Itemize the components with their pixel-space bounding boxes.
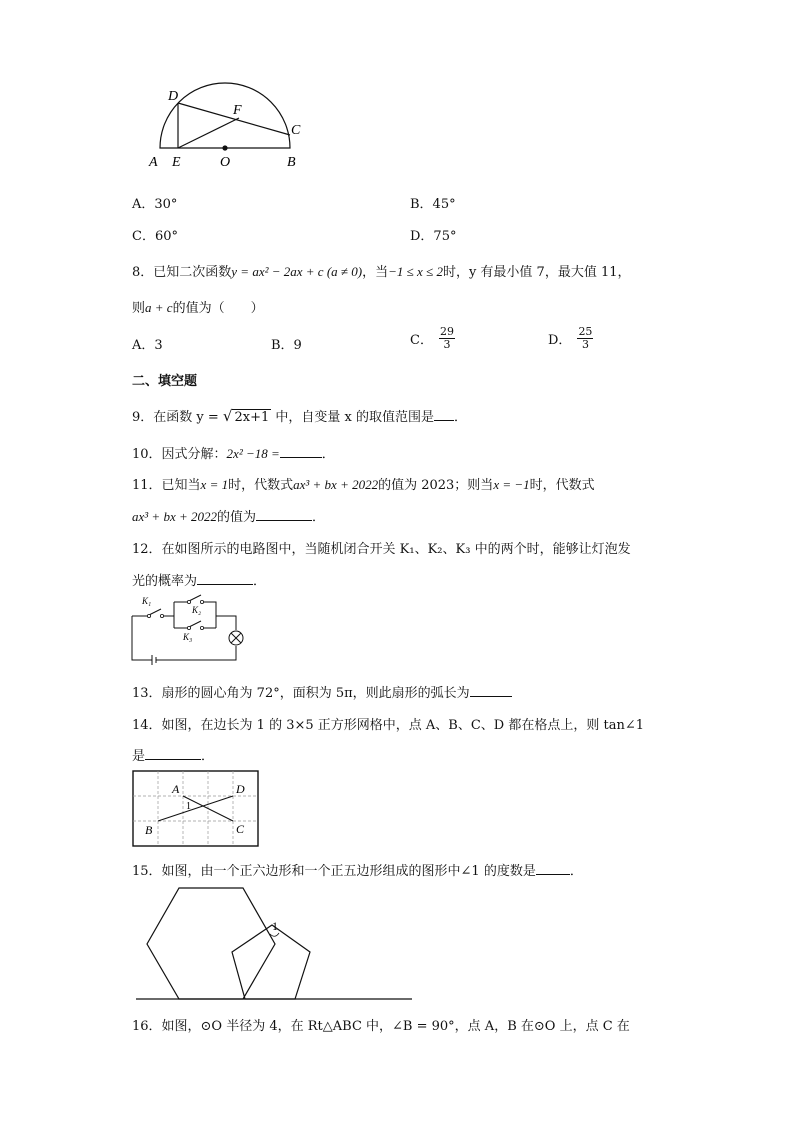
question-12-line2: 光的概率为 ．: [132, 574, 267, 589]
label-D: D: [236, 782, 245, 796]
label-k1: K₁: [142, 596, 152, 606]
label-k3: K₃: [183, 632, 193, 642]
q11-mid3: 时，代数式: [529, 478, 595, 493]
section-heading-fill-in: 二、填空题: [132, 374, 198, 389]
q8-option-c-label: C．: [410, 333, 433, 348]
label-B: B: [287, 155, 296, 170]
question-15: 15．如图，由一个正六边形和一个正五边形组成的图形中∠1 的度数是 ．: [132, 864, 583, 879]
q13-pre: 13．扇形的圆心角为 72°，面积为 5π，则此扇形的弧长为: [132, 686, 470, 701]
label-A: A: [149, 155, 158, 170]
q8-option-d-num: 25: [578, 325, 593, 338]
q11-expr1: ax³ + bx + 2022: [293, 477, 379, 492]
question-9: 9．在函数 y = √ 2x+1 中，自变量 x 的取值范围是 ．: [132, 407, 467, 425]
q10-pre: 10．因式分解：: [132, 447, 227, 462]
figure-q7-semicircle: [140, 80, 330, 175]
q8-option-d-label: D．: [548, 333, 572, 348]
q11-post: 的值为: [216, 510, 256, 525]
label-angle-1: 1: [186, 801, 191, 812]
q8-option-d-fraction: [577, 326, 593, 351]
q11-cond1: x = 1: [200, 477, 229, 492]
figure-q14-grid: [132, 770, 262, 848]
q15-answer-blank: [536, 862, 570, 875]
question-11-line1: [132, 474, 595, 493]
q7-option-b: B．45°: [410, 197, 456, 212]
q8-option-b: B．9: [271, 338, 302, 353]
label-D: D: [168, 89, 179, 104]
q8-line2-pre: 则: [132, 301, 146, 316]
q8-option-c-fraction: [439, 326, 455, 351]
question-13: [132, 682, 512, 701]
label-O: O: [220, 155, 231, 170]
q8-option-c: [410, 326, 455, 351]
q8-option-c-num: 29: [439, 325, 454, 338]
q8-cond-pre: ，当: [362, 265, 389, 280]
figure-q12-circuit: [128, 592, 248, 668]
q7-option-a: A．30°: [132, 197, 178, 212]
label-F: F: [233, 103, 242, 118]
q8-option-c-den: 3: [443, 338, 451, 351]
figure-q15-polygons: [132, 882, 417, 1004]
q8-range: −1 ≤ x ≤ 2: [388, 264, 443, 279]
q8-option-a: A．3: [132, 338, 163, 353]
q11-answer-blank: [256, 508, 312, 521]
label-C: C: [236, 822, 245, 836]
question-14-line2: 是 ．: [132, 749, 215, 764]
question-8-line1: [132, 261, 631, 280]
q10-answer-blank: [280, 445, 322, 458]
label-B: B: [145, 823, 153, 837]
q8-expr: a + c: [145, 300, 173, 315]
q12-line2-text: 光的概率为: [132, 574, 198, 589]
q8-function: y = ax² − 2ax + c (a ≠ 0): [231, 264, 363, 279]
q8-option-d-den: 3: [581, 338, 589, 351]
q14-line2-text: 是: [132, 749, 146, 764]
q8-line2-post: 的值为（ ）: [172, 301, 264, 316]
q14-answer-blank: [145, 747, 201, 760]
question-12-line1: 12．在如图所示的电路图中，当随机闭合开关 K₁、K₂、K₃ 中的两个时，能够让灯泡发: [132, 542, 631, 557]
q12-answer-blank: [197, 572, 253, 585]
q9-pre: 9．在函数 y =: [132, 410, 223, 425]
question-8-line2: [132, 297, 264, 316]
q7-option-c: C．60°: [132, 229, 178, 244]
label-E: E: [172, 155, 181, 170]
label-A: A: [172, 782, 180, 796]
q11-pre: 11．已知当: [132, 478, 201, 493]
q13-answer-blank: [470, 684, 512, 697]
q15-text: 15．如图，由一个正六边形和一个正五边形组成的图形中∠1 的度数是: [132, 864, 536, 879]
q10-expr: 2x² −18 =: [226, 446, 280, 461]
q8-cond-post: 时，y 有最小值 7，最大值 11，: [442, 265, 631, 280]
question-11-line2: ax³ + bx + 2022的值为 ．: [132, 509, 326, 525]
q8-option-d: [548, 326, 593, 351]
q11-mid1: 时，代数式: [228, 478, 294, 493]
q11-mid2: 的值为 2023；则当: [378, 478, 494, 493]
q9-post: 中，自变量 x 的取值范围是: [271, 410, 434, 425]
question-16: 16．如图，⊙O 半径为 4，在 Rt△ABC 中，∠B = 90°，点 A，B 在⊙O 上，点 C 在: [132, 1019, 630, 1034]
label-C: C: [291, 123, 301, 138]
question-10: 10．因式分解：2x² −18 = ．: [132, 446, 335, 462]
q8-prefix: 8．已知二次函数: [132, 265, 232, 280]
q9-answer-blank: [434, 408, 454, 421]
q11-expr2: ax³ + bx + 2022: [132, 509, 217, 524]
q7-option-d: D．75°: [410, 229, 457, 244]
label-k2: K₂: [192, 605, 202, 615]
question-14-line1: 14．如图，在边长为 1 的 3×5 正方形网格中，点 A、B、C、D 都在格点上，则 tan∠1: [132, 718, 644, 733]
q11-cond2: x = −1: [493, 477, 530, 492]
label-angle-1: 1: [272, 919, 278, 933]
q9-radicand: 2x+1: [234, 410, 270, 425]
